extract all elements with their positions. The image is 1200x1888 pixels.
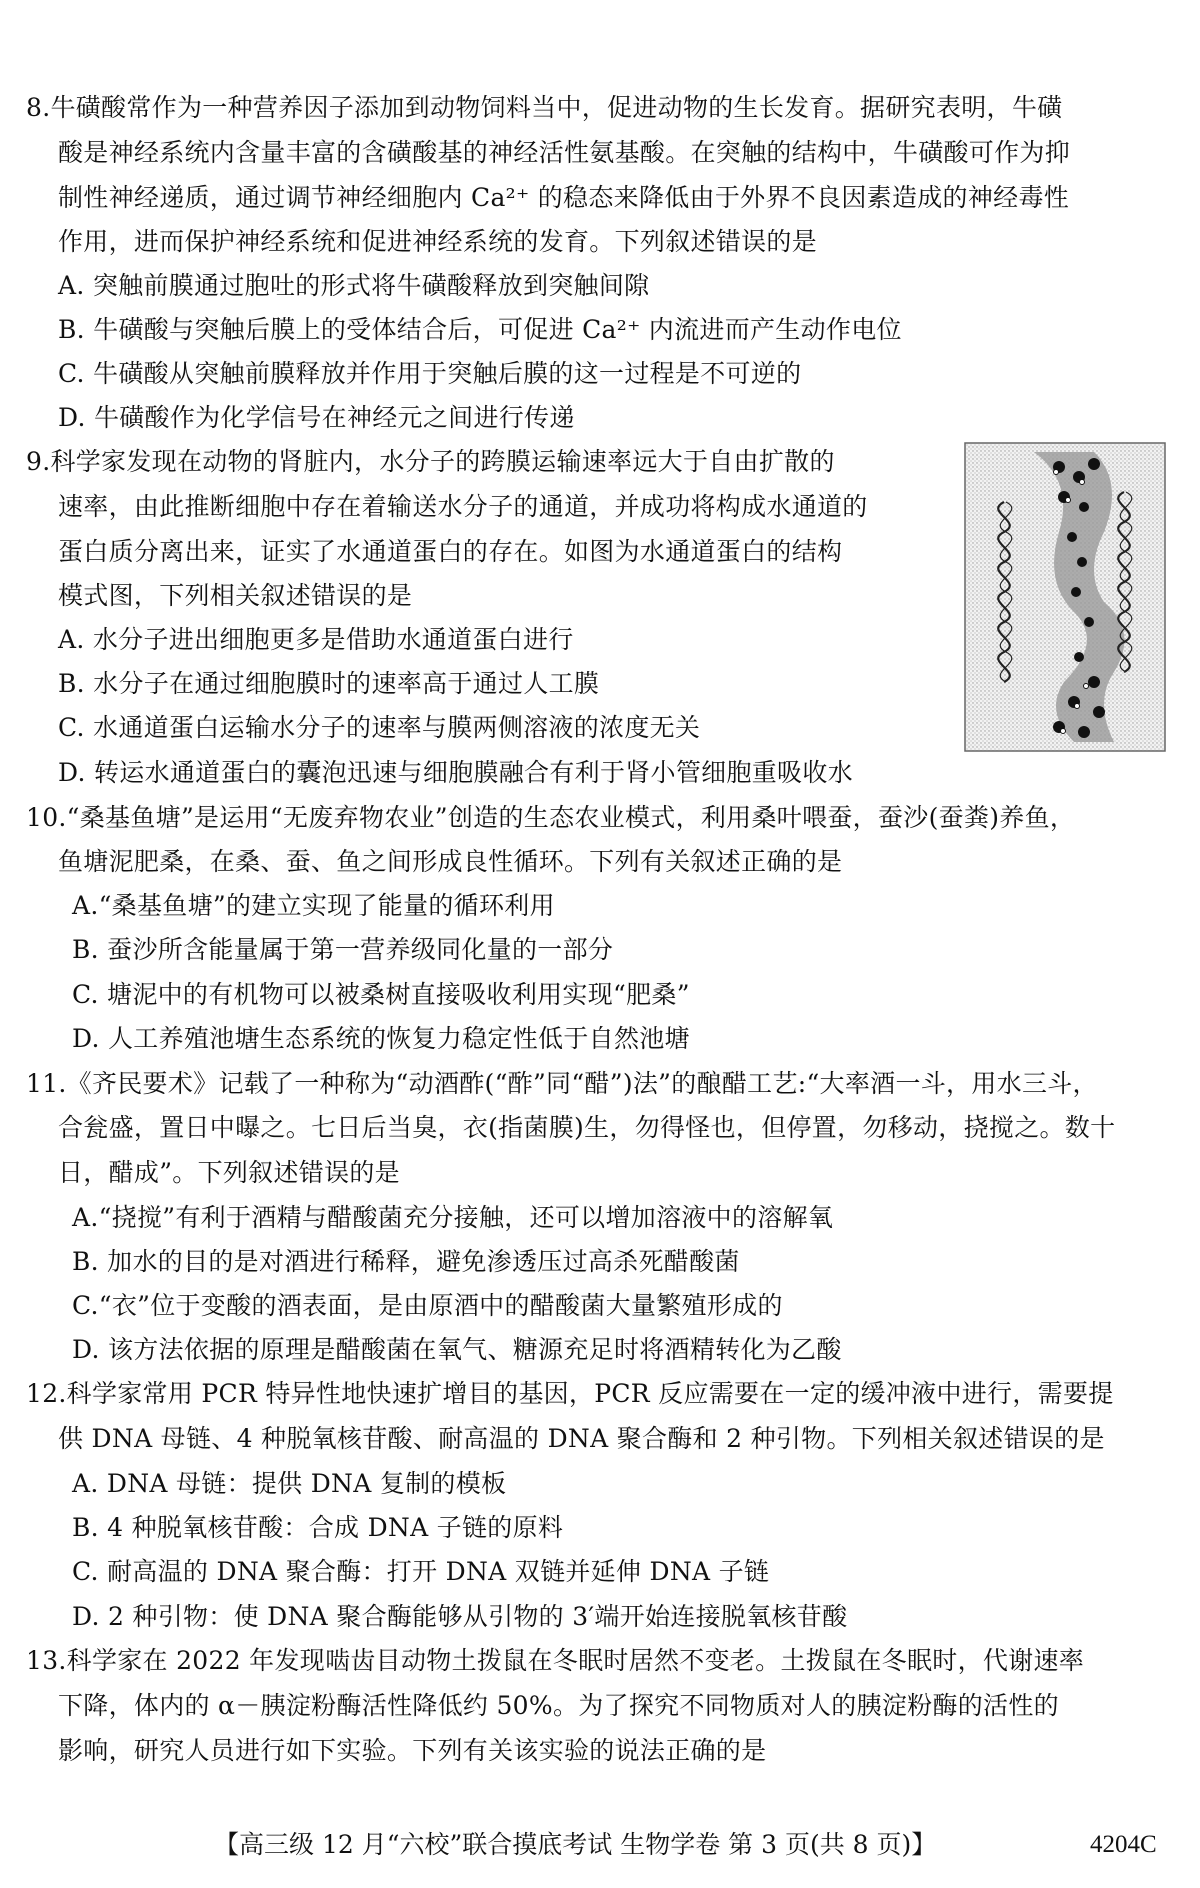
q11-stem-line-1: 11.《齐民要术》记载了一种称为“动酒酢(“酢”同“醋”)法”的酿醋工艺:“大率酒一斗，用水三斗，	[26, 1069, 1098, 1098]
q8-option-d: D. 牛磺酸作为化学信号在神经元之间进行传递	[58, 403, 575, 432]
q11-option-b: B. 加水的目的是对酒进行稀释，避免渗透压过高杀死醋酸菌	[72, 1247, 740, 1276]
q10-stem-line-2: 鱼塘泥肥桑，在桑、蚕、鱼之间形成良性循环。下列有关叙述正确的是	[58, 847, 843, 876]
q9-stem-line-4: 模式图，下列相关叙述错误的是	[58, 581, 413, 610]
q11-option-a: A.“挠搅”有利于酒精与醋酸菌充分接触，还可以增加溶液中的溶解氧	[72, 1203, 834, 1232]
q9-option-c: C. 水通道蛋白运输水分子的速率与膜两侧溶液的浓度无关	[58, 713, 701, 742]
q12-stem-line-1: 12.科学家常用 PCR 特异性地快速扩增目的基因，PCR 反应需要在一定的缓冲液中进行，需要提	[26, 1379, 1114, 1408]
q12-option-c: C. 耐高温的 DNA 聚合酶：打开 DNA 双链并延伸 DNA 子链	[72, 1557, 770, 1586]
q13-stem-line-1: 13.科学家在 2022 年发现啮齿目动物土拨鼠在冬眠时居然不变老。土拨鼠在冬眠时，代谢速率	[26, 1646, 1085, 1675]
page-footer: 【高三级 12 月“六校”联合摸底考试 生物学卷 第 3 页(共 8 页)】	[214, 1830, 937, 1859]
q11-stem-line-3: 日，醋成”。下列叙述错误的是	[58, 1158, 400, 1187]
q10-option-d: D. 人工养殖池塘生态系统的恢复力稳定性低于自然池塘	[72, 1024, 690, 1053]
q8-stem-line-2: 酸是神经系统内含量丰富的含磺酸基的神经活性氨基酸。在突触的结构中，牛磺酸可作为抑	[58, 138, 1071, 167]
paper-code: 4204C	[1090, 1831, 1157, 1858]
q11-option-d: D. 该方法依据的原理是醋酸菌在氧气、糖源充足时将酒精转化为乙酸	[72, 1335, 842, 1364]
q8-stem-line-4: 作用，进而保护神经系统和促进神经系统的发育。下列叙述错误的是	[58, 227, 818, 256]
q10-option-b: B. 蚕沙所含能量属于第一营养级同化量的一部分	[72, 935, 614, 964]
q12-option-d: D. 2 种引物：使 DNA 聚合酶能够从引物的 3′端开始连接脱氧核苷酸	[72, 1602, 848, 1631]
q9-stem-line-3: 蛋白质分离出来，证实了水通道蛋白的存在。如图为水通道蛋白的结构	[58, 537, 843, 566]
q11-stem-line-2: 合瓮盛，置日中曝之。七日后当臭，衣(指菌膜)生，勿得怪也，但停置，勿移动，挠搅之。数十	[58, 1113, 1116, 1142]
q10-option-c: C. 塘泥中的有机物可以被桑树直接吸收利用实现“肥桑”	[72, 980, 690, 1009]
q13-stem-line-3: 影响，研究人员进行如下实验。下列有关该实验的说法正确的是	[58, 1736, 767, 1765]
q12-stem-line-2: 供 DNA 母链、4 种脱氧核苷酸、耐高温的 DNA 聚合酶和 2 种引物。下列相关叙述错误的是	[58, 1424, 1105, 1453]
q10-stem-line-1: 10.“桑基鱼塘”是运用“无废弃物农业”创造的生态农业模式，利用桑叶喂蚕，蚕沙(蚕粪)养鱼，	[26, 803, 1076, 832]
q10-option-a: A.“桑基鱼塘”的建立实现了能量的循环利用	[72, 891, 555, 920]
q13-stem-line-2: 下降，体内的 α－胰淀粉酶活性降低约 50%。为了探究不同物质对人的胰淀粉酶的活性的	[58, 1691, 1059, 1720]
q8-option-c: C. 牛磺酸从突触前膜释放并作用于突触后膜的这一过程是不可逆的	[58, 359, 802, 388]
q9-stem-line-2: 速率，由此推断细胞中存在着输送水分子的通道，并成功将构成水通道的	[58, 492, 868, 521]
q9-option-d: D. 转运水通道蛋白的囊泡迅速与细胞膜融合有利于肾小管细胞重吸收水	[58, 758, 853, 787]
q9-option-b: B. 水分子在通过细胞膜时的速率高于通过人工膜	[58, 669, 600, 698]
q9-stem-line-1: 9.科学家发现在动物的肾脏内，水分子的跨膜运输速率远大于自由扩散的	[26, 447, 835, 476]
q8-option-a: A. 突触前膜通过胞吐的形式将牛磺酸释放到突触间隙	[58, 271, 650, 300]
q9-option-a: A. 水分子进出细胞更多是借助水通道蛋白进行	[58, 625, 574, 654]
q8-option-b: B. 牛磺酸与突触后膜上的受体结合后，可促进 Ca²⁺ 内流进而产生动作电位	[58, 315, 902, 344]
aquaporin-structure-icon	[964, 442, 1166, 752]
q12-option-b: B. 4 种脱氧核苷酸：合成 DNA 子链的原料	[72, 1513, 564, 1542]
q12-option-a: A. DNA 母链：提供 DNA 复制的模板	[72, 1469, 507, 1498]
q8-stem-line-1: 8.牛磺酸常作为一种营养因子添加到动物饲料当中，促进动物的生长发育。据研究表明，牛磺	[26, 93, 1063, 122]
q11-option-c: C.“衣”位于变酸的酒表面，是由原酒中的醋酸菌大量繁殖形成的	[72, 1291, 783, 1320]
q8-stem-line-3: 制性神经递质，通过调节神经细胞内 Ca²⁺ 的稳态来降低由于外界不良因素造成的神经毒性	[58, 183, 1070, 212]
